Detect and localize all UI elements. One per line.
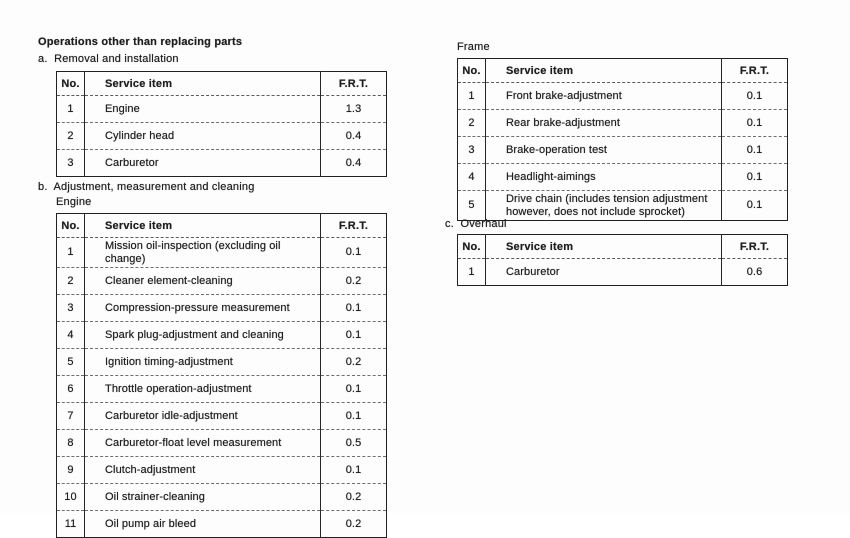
frt-value: 0.1 bbox=[746, 89, 763, 102]
table-header-row bbox=[458, 59, 788, 83]
frt-value: 1.3 bbox=[345, 102, 362, 115]
row-number: 5 bbox=[57, 349, 85, 376]
page-title: Operations other than replacing parts bbox=[38, 36, 243, 48]
frt-value: 0.2 bbox=[321, 484, 387, 511]
service-item: Engine bbox=[85, 96, 321, 123]
table-row bbox=[57, 295, 387, 322]
row-number: 4 bbox=[57, 322, 85, 349]
column-header-service-item: Service item bbox=[85, 214, 321, 238]
frt-value: 0.1 bbox=[321, 322, 387, 349]
table-row bbox=[57, 96, 387, 123]
service-item: Spark plug-adjustment and cleaning bbox=[85, 322, 321, 349]
table-header-row bbox=[458, 235, 788, 259]
column-header-no: No. bbox=[57, 72, 85, 96]
row-number: 1 bbox=[57, 96, 85, 123]
column-header-no: No. bbox=[458, 235, 486, 259]
frt-value: 0.1 bbox=[722, 191, 788, 221]
removal-installation-table bbox=[56, 71, 387, 177]
service-item: Mission oil-inspection (excluding oil change) bbox=[85, 238, 321, 268]
column-header-frt: F.R.T. bbox=[321, 214, 387, 238]
service-item: Compression-pressure measurement bbox=[85, 295, 321, 322]
frt-value: 0.1 bbox=[321, 376, 387, 403]
service-item: Ignition timing-adjustment bbox=[85, 349, 321, 376]
table-header-row bbox=[57, 214, 387, 238]
table-row bbox=[57, 268, 387, 295]
table-row bbox=[458, 137, 788, 164]
row-number: 8 bbox=[57, 430, 85, 457]
row-number: 10 bbox=[57, 484, 85, 511]
frt-value: 0.1 bbox=[321, 403, 387, 430]
service-item: Cleaner element-cleaning bbox=[85, 268, 321, 295]
service-item: Cylinder head bbox=[85, 123, 321, 150]
column-header-service-item: Service item bbox=[85, 72, 321, 96]
column-header-no: No. bbox=[57, 214, 85, 238]
service-item: Oil pump air bleed bbox=[85, 511, 321, 538]
frt-value: 0.1 bbox=[722, 137, 788, 164]
section-label-adjustment: b. Adjustment, measurement and cleaning bbox=[38, 181, 255, 193]
service-item: Carburetor-float level measurement bbox=[85, 430, 321, 457]
service-item: Carburetor bbox=[486, 259, 722, 286]
row-number: 7 bbox=[57, 403, 85, 430]
frt-value: 0.4 bbox=[321, 123, 387, 150]
row-number: 9 bbox=[57, 457, 85, 484]
table-row bbox=[57, 238, 387, 268]
column-header-service-item: Service item bbox=[486, 59, 722, 83]
table-row bbox=[458, 259, 788, 286]
service-item: Clutch-adjustment bbox=[85, 457, 321, 484]
row-number: 2 bbox=[57, 268, 85, 295]
row-number: 2 bbox=[458, 110, 486, 137]
table-row bbox=[57, 322, 387, 349]
service-item: Carburetor idle-adjustment bbox=[85, 403, 321, 430]
frt-value: 0.2 bbox=[321, 268, 387, 295]
row-number: 3 bbox=[458, 137, 486, 164]
frt-value: 0.4 bbox=[321, 150, 387, 177]
service-item: Headlight-aimings bbox=[486, 164, 722, 191]
service-item: Carburetor bbox=[85, 150, 321, 177]
service-item: Rear brake-adjustment bbox=[486, 110, 722, 137]
section-label-removal: a. Removal and installation bbox=[38, 53, 179, 65]
table-row bbox=[57, 457, 387, 484]
frt-value: 0.1 bbox=[345, 246, 362, 259]
row-number: 11 bbox=[57, 511, 85, 538]
service-item: Throttle operation-adjustment bbox=[85, 376, 321, 403]
table-header-row bbox=[57, 72, 387, 96]
column-header-no: No. bbox=[458, 59, 486, 83]
table-row bbox=[57, 511, 387, 538]
table-row bbox=[57, 430, 387, 457]
subsection-label-frame: Frame bbox=[457, 41, 490, 53]
row-number: 1 bbox=[458, 259, 486, 286]
frt-value: 0.2 bbox=[321, 511, 387, 538]
row-number: 4 bbox=[458, 164, 486, 191]
table-row bbox=[57, 150, 387, 177]
frt-value: 0.5 bbox=[321, 430, 387, 457]
overhaul-table bbox=[457, 234, 788, 286]
column-header-frt: F.R.T. bbox=[321, 72, 387, 96]
service-item: Front brake-adjustment bbox=[486, 83, 722, 110]
frt-value: 0.2 bbox=[321, 349, 387, 376]
table-row bbox=[57, 349, 387, 376]
engine-adjustment-table bbox=[56, 213, 387, 538]
table-row bbox=[458, 110, 788, 137]
row-number: 3 bbox=[57, 150, 85, 177]
table-row bbox=[458, 83, 788, 110]
row-number: 5 bbox=[458, 191, 486, 221]
subsection-label-engine: Engine bbox=[56, 196, 92, 208]
frt-value: 0.1 bbox=[321, 295, 387, 322]
row-number: 2 bbox=[57, 123, 85, 150]
table-row bbox=[57, 123, 387, 150]
table-row bbox=[458, 164, 788, 191]
table-row bbox=[57, 484, 387, 511]
frt-value: 0.1 bbox=[722, 110, 788, 137]
row-number: 1 bbox=[458, 83, 486, 110]
service-item: Drive chain (includes tension adjustment however, does not include sprocket) bbox=[486, 191, 722, 221]
row-number: 1 bbox=[57, 238, 85, 268]
column-header-frt: F.R.T. bbox=[722, 235, 788, 259]
section-label-overhaul: c. Overhaul bbox=[445, 218, 507, 230]
service-item: Brake-operation test bbox=[486, 137, 722, 164]
service-item: Oil strainer-cleaning bbox=[85, 484, 321, 511]
frame-adjustment-table bbox=[457, 58, 788, 221]
row-number: 6 bbox=[57, 376, 85, 403]
column-header-service-item: Service item bbox=[486, 235, 722, 259]
table-row bbox=[458, 191, 788, 221]
frt-value: 0.1 bbox=[722, 164, 788, 191]
table-row bbox=[57, 376, 387, 403]
frt-value: 0.6 bbox=[746, 265, 763, 278]
table-row bbox=[57, 403, 387, 430]
column-header-frt: F.R.T. bbox=[722, 59, 788, 83]
frt-value: 0.1 bbox=[321, 457, 387, 484]
row-number: 3 bbox=[57, 295, 85, 322]
